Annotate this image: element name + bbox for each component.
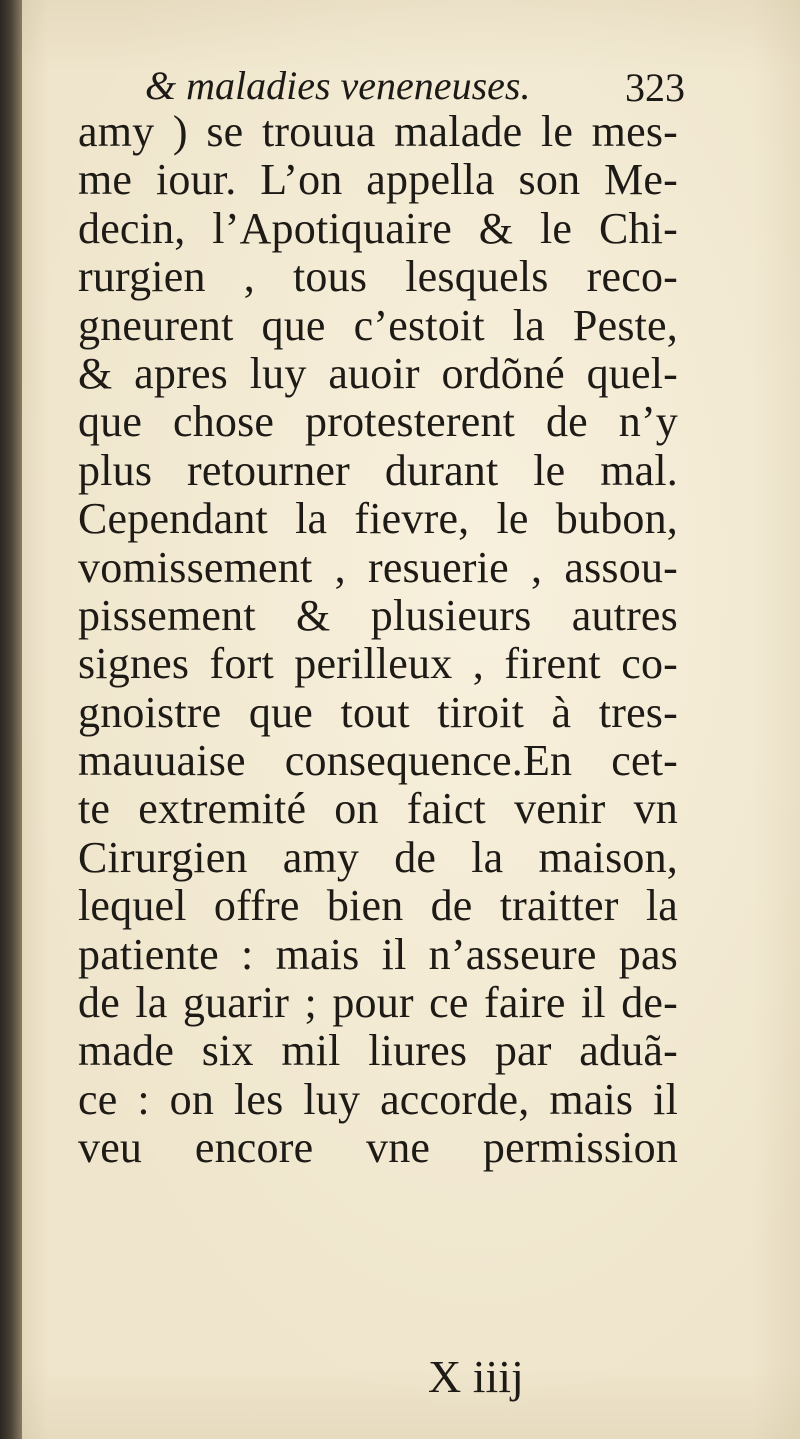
text-line: made six mil liures par aduã-: [78, 1026, 678, 1076]
text-line: que chose protesterent de n’y: [78, 397, 678, 447]
text-line: gnoistre que tout tiroit à tres-: [78, 687, 678, 737]
text-line: & apres luy auoir ordõné quel-: [78, 348, 678, 398]
text-line: ce : on les luy accorde, mais il: [78, 1074, 678, 1124]
text-line: gneurent que c’estoit la Peste,: [78, 300, 678, 350]
text-line: te extremité on faict venir vn: [78, 784, 678, 834]
text-line: decin, l’Apotiquaire & le Chi-: [78, 203, 678, 253]
text-line: lequel offre bien de traitter la: [78, 881, 678, 931]
body-text: [78, 108, 678, 1173]
text-line: mauuaise consequence.En cet-: [78, 736, 678, 786]
running-title: & maladies veneneuses.: [145, 63, 531, 108]
text-line: de la guarir ; pour ce faire il de-: [78, 978, 678, 1028]
signature-mark: X iiij: [428, 1351, 524, 1402]
text-line: Cirurgien amy de la maison,: [78, 832, 678, 882]
text-line: plus retourner durant le mal.: [78, 445, 678, 495]
text-line: vomissement , resuerie , assou-: [78, 542, 678, 592]
text-line: amy ) se trouua malade le mes-: [78, 107, 678, 156]
text-line: veu encore vne permission: [78, 1123, 678, 1173]
text-line: me iour. L’on appella son Me-: [78, 155, 678, 205]
binding-gutter: [0, 0, 22, 1439]
text-line: Cependant la fievre, le bubon,: [78, 494, 678, 544]
page-number: 323: [625, 65, 685, 110]
text-line: pissement & plusieurs autres: [78, 590, 678, 640]
text-line: signes fort perilleux , firent co-: [78, 639, 678, 689]
text-line: patiente : mais il n’asseure pas: [78, 929, 678, 979]
text-line: rurgien , tous lesquels reco-: [78, 252, 678, 302]
